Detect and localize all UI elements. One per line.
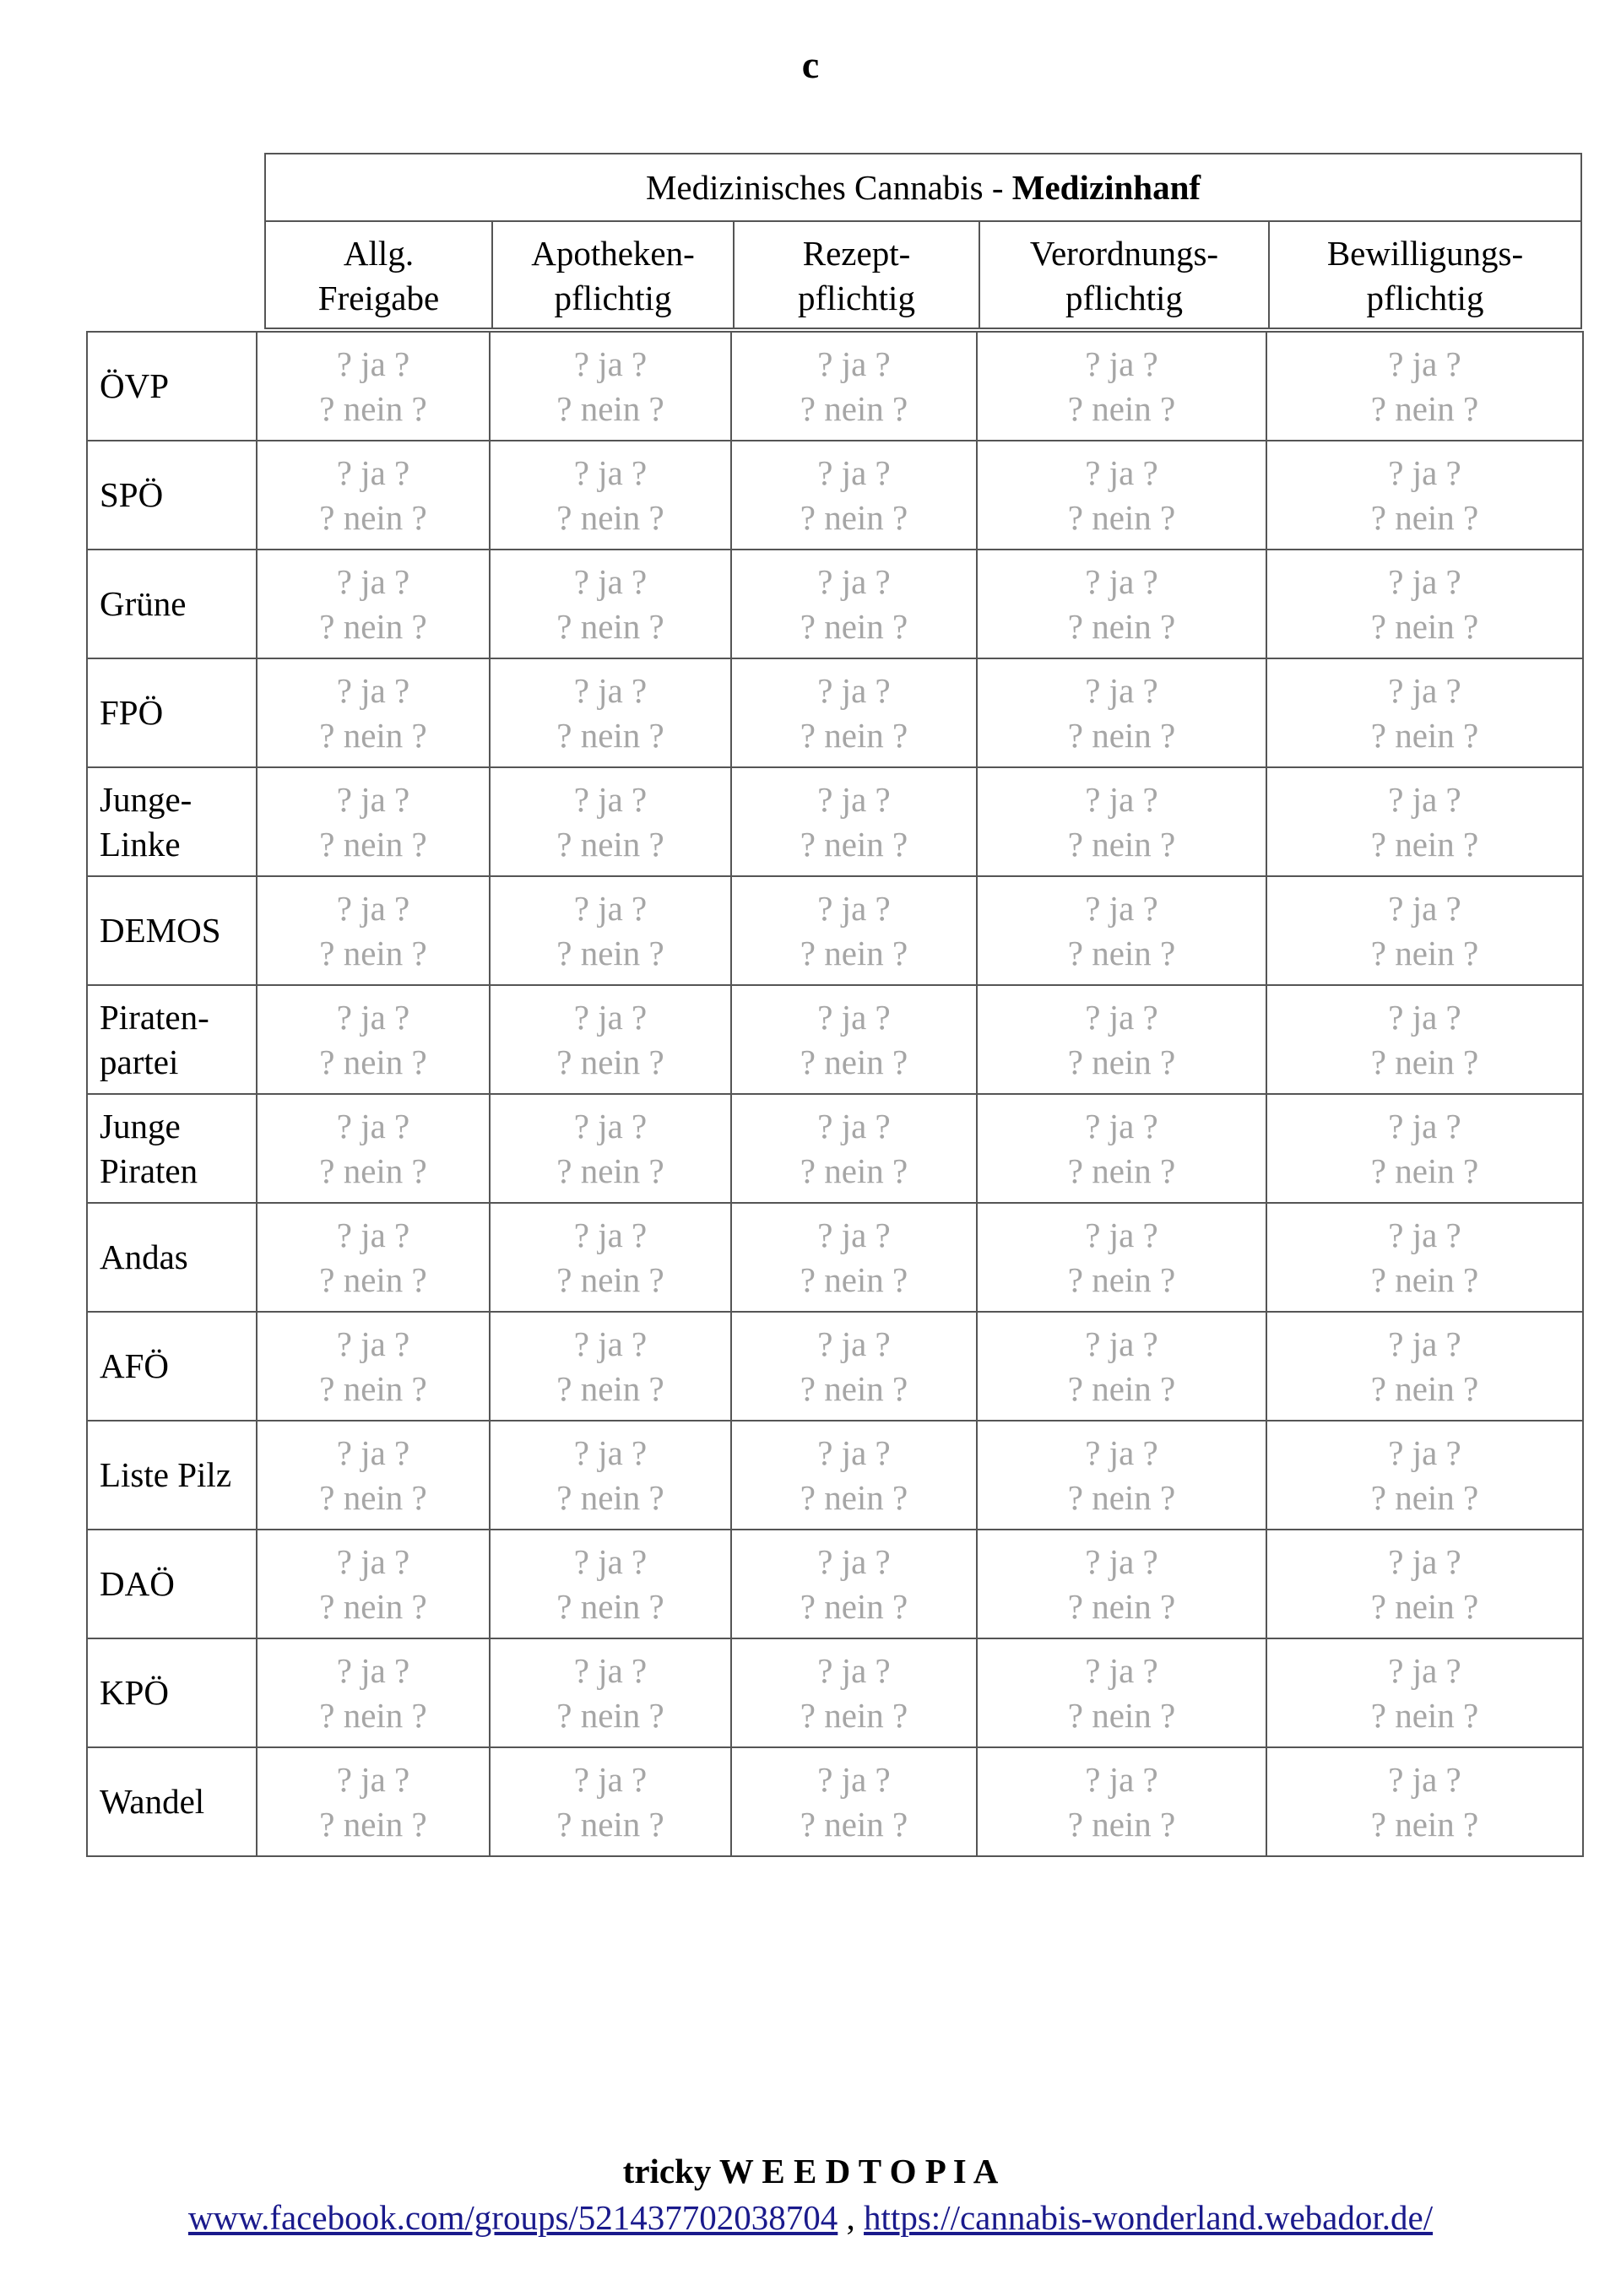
answer-cell	[731, 658, 977, 767]
answer-no-text: ? nein ?	[1067, 1586, 1176, 1626]
answer-yes-text: ? ja ?	[1085, 1215, 1158, 1254]
answer-no-text: ? nein ?	[1370, 1586, 1479, 1626]
footer	[0, 2148, 1621, 2241]
answer-yes-text: ? ja ?	[1388, 1324, 1461, 1363]
answer-no-text: ? nein ?	[1067, 715, 1176, 755]
table-title-bold: Medizinhanf	[1011, 168, 1201, 207]
answer-no-text: ? nein ?	[800, 715, 908, 755]
answer-no-text: ? nein ?	[319, 497, 427, 537]
answer-yes-text: ? ja ?	[1085, 1541, 1158, 1581]
answer-cell	[257, 1312, 490, 1421]
table-title-prefix: Medizinisches Cannabis -	[645, 168, 1012, 207]
party-table	[86, 331, 1584, 1857]
answer-cell	[731, 550, 977, 658]
answer-yes-text: ? ja ?	[1085, 452, 1158, 492]
answer-no-text: ? nein ?	[800, 824, 908, 864]
answer-no-text: ? nein ?	[1067, 1695, 1176, 1735]
answer-cell	[731, 332, 977, 441]
party-name-line1: FPÖ	[100, 693, 164, 732]
party-name-cell	[87, 1530, 257, 1638]
answer-no-text: ? nein ?	[1370, 1151, 1479, 1190]
answer-no-text: ? nein ?	[556, 1586, 664, 1626]
answer-cell	[490, 441, 731, 550]
table-row	[87, 658, 1583, 767]
answer-cell	[257, 1421, 490, 1530]
table-row	[87, 441, 1583, 550]
answer-no-text: ? nein ?	[1370, 933, 1479, 972]
answer-yes-text: ? ja ?	[336, 1106, 410, 1145]
party-name-line1: Grüne	[100, 584, 187, 623]
answer-no-text: ? nein ?	[800, 1477, 908, 1517]
table-row	[87, 767, 1583, 876]
answer-no-text: ? nein ?	[800, 388, 908, 428]
answer-no-text: ? nein ?	[319, 1368, 427, 1408]
answer-no-text: ? nein ?	[800, 1695, 908, 1735]
answer-no-text: ? nein ?	[800, 1804, 908, 1844]
answer-cell	[1266, 1094, 1583, 1203]
answer-no-text: ? nein ?	[319, 1259, 427, 1299]
party-name-cell	[87, 1312, 257, 1421]
party-name-line1: Junge	[100, 1106, 181, 1145]
column-header-line1: Verordnungs-	[1029, 233, 1219, 273]
answer-cell	[1266, 1312, 1583, 1421]
answer-yes-text: ? ja ?	[573, 1541, 648, 1581]
party-name-line1: SPÖ	[100, 475, 164, 514]
answer-cell	[257, 876, 490, 985]
answer-cell	[257, 1094, 490, 1203]
answer-cell	[731, 1094, 977, 1203]
answer-yes-text: ? ja ?	[336, 344, 410, 383]
answer-cell	[731, 767, 977, 876]
party-name-cell	[87, 1094, 257, 1203]
answer-cell	[1266, 550, 1583, 658]
answer-yes-text: ? ja ?	[1085, 344, 1158, 383]
answer-cell	[1266, 1421, 1583, 1530]
party-name-line2: Linke	[100, 824, 181, 864]
answer-yes-text: ? ja ?	[336, 1432, 410, 1472]
table-title	[266, 154, 1580, 222]
answer-no-text: ? nein ?	[800, 606, 908, 646]
table-row	[87, 550, 1583, 658]
answer-yes-text: ? ja ?	[573, 997, 648, 1037]
answer-cell	[257, 985, 490, 1094]
answer-no-text: ? nein ?	[556, 1368, 664, 1408]
answer-cell	[731, 1312, 977, 1421]
table-row	[87, 1530, 1583, 1638]
answer-no-text: ? nein ?	[319, 1804, 427, 1844]
column-header-line1: Apotheken-	[531, 233, 695, 273]
party-name-line1: Piraten-	[100, 997, 209, 1037]
answer-no-text: ? nein ?	[1067, 1259, 1176, 1299]
answer-cell	[257, 1747, 490, 1856]
answer-cell	[977, 1747, 1266, 1856]
answer-cell	[731, 1421, 977, 1530]
answer-cell	[977, 1203, 1266, 1312]
table-row	[87, 1094, 1583, 1203]
answer-no-text: ? nein ?	[556, 388, 664, 428]
answer-no-text: ? nein ?	[800, 1042, 908, 1081]
answer-cell	[257, 332, 490, 441]
answer-cell	[731, 1530, 977, 1638]
answer-no-text: ? nein ?	[1370, 1477, 1479, 1517]
answer-yes-text: ? ja ?	[573, 1432, 648, 1472]
answer-cell	[257, 441, 490, 550]
answer-cell	[731, 985, 977, 1094]
answer-cell	[1266, 767, 1583, 876]
answer-cell	[731, 1638, 977, 1747]
answer-cell	[977, 985, 1266, 1094]
answer-cell	[490, 550, 731, 658]
page-letter: c	[801, 43, 820, 86]
website-link[interactable]: https://cannabis-wonderland.webador.de/	[864, 2198, 1434, 2237]
answer-no-text: ? nein ?	[1370, 1042, 1479, 1081]
answer-cell	[490, 1203, 731, 1312]
answer-cell	[490, 1747, 731, 1856]
answer-no-text: ? nein ?	[1067, 497, 1176, 537]
answer-no-text: ? nein ?	[1370, 824, 1479, 864]
party-name-cell	[87, 1638, 257, 1747]
answer-cell	[731, 876, 977, 985]
answer-cell	[490, 985, 731, 1094]
answer-cell	[731, 441, 977, 550]
answer-no-text: ? nein ?	[556, 1804, 664, 1844]
column-header-bewilligungspflichtig	[1270, 222, 1580, 329]
answer-cell	[1266, 441, 1583, 550]
answer-no-text: ? nein ?	[1067, 933, 1176, 972]
column-header-line2: Freigabe	[317, 278, 440, 317]
answer-no-text: ? nein ?	[319, 1477, 427, 1517]
answer-cell	[731, 1203, 977, 1312]
answer-no-text: ? nein ?	[1370, 497, 1479, 537]
answer-yes-text: ? ja ?	[1388, 670, 1461, 710]
answer-no-text: ? nein ?	[1370, 715, 1479, 755]
answer-yes-text: ? ja ?	[1085, 888, 1158, 928]
answer-no-text: ? nein ?	[319, 388, 427, 428]
answer-cell	[1266, 1530, 1583, 1638]
answer-yes-text: ? ja ?	[336, 670, 410, 710]
answer-cell	[490, 767, 731, 876]
answer-yes-text: ? ja ?	[817, 1650, 891, 1690]
answer-yes-text: ? ja ?	[817, 344, 891, 383]
answer-no-text: ? nein ?	[319, 1695, 427, 1735]
answer-cell	[1266, 332, 1583, 441]
answer-yes-text: ? ja ?	[336, 561, 410, 601]
column-header-line2: pflichtig	[798, 278, 915, 317]
answer-no-text: ? nein ?	[1067, 606, 1176, 646]
answer-yes-text: ? ja ?	[817, 1324, 891, 1363]
answer-yes-text: ? ja ?	[573, 1650, 648, 1690]
answer-cell	[257, 1530, 490, 1638]
answer-no-text: ? nein ?	[1067, 824, 1176, 864]
column-header-line1: Bewilligungs-	[1326, 233, 1524, 273]
answer-no-text: ? nein ?	[319, 606, 427, 646]
answer-cell	[977, 550, 1266, 658]
answer-yes-text: ? ja ?	[1388, 561, 1461, 601]
answer-no-text: ? nein ?	[319, 1042, 427, 1081]
answer-no-text: ? nein ?	[800, 1368, 908, 1408]
answer-no-text: ? nein ?	[319, 824, 427, 864]
column-header-verordnungspflichtig	[980, 222, 1270, 329]
answer-yes-text: ? ja ?	[1388, 1650, 1461, 1690]
answer-yes-text: ? ja ?	[1085, 1432, 1158, 1472]
column-header-line2: pflichtig	[1065, 278, 1183, 317]
answer-yes-text: ? ja ?	[1085, 1650, 1158, 1690]
party-name-line2: partei	[100, 1042, 179, 1081]
answer-no-text: ? nein ?	[556, 497, 664, 537]
answer-yes-text: ? ja ?	[336, 1650, 410, 1690]
answer-yes-text: ? ja ?	[573, 670, 648, 710]
answer-yes-text: ? ja ?	[1085, 670, 1158, 710]
answer-cell	[977, 332, 1266, 441]
answer-no-text: ? nein ?	[556, 824, 664, 864]
answer-no-text: ? nein ?	[556, 715, 664, 755]
answer-yes-text: ? ja ?	[573, 344, 648, 383]
table-header	[264, 153, 1582, 329]
column-header-line2: pflichtig	[1366, 278, 1484, 317]
party-name-line1: Liste Pilz	[100, 1455, 232, 1494]
party-name-cell	[87, 876, 257, 985]
answer-no-text: ? nein ?	[800, 1151, 908, 1190]
answer-yes-text: ? ja ?	[573, 888, 648, 928]
answer-no-text: ? nein ?	[556, 1151, 664, 1190]
answer-yes-text: ? ja ?	[817, 1541, 891, 1581]
answer-no-text: ? nein ?	[319, 933, 427, 972]
table-row	[87, 1312, 1583, 1421]
answer-yes-text: ? ja ?	[573, 1215, 648, 1254]
column-header-allg-freigabe	[266, 222, 493, 329]
table-row	[87, 876, 1583, 985]
answer-no-text: ? nein ?	[1067, 1368, 1176, 1408]
answer-yes-text: ? ja ?	[1388, 452, 1461, 492]
answer-cell	[1266, 876, 1583, 985]
answer-yes-text: ? ja ?	[817, 1106, 891, 1145]
answer-no-text: ? nein ?	[556, 1477, 664, 1517]
answer-no-text: ? nein ?	[800, 933, 908, 972]
answer-yes-text: ? ja ?	[817, 1759, 891, 1799]
party-name-line1: ÖVP	[100, 366, 170, 405]
answer-yes-text: ? ja ?	[817, 670, 891, 710]
answer-cell	[490, 1312, 731, 1421]
answer-yes-text: ? ja ?	[1388, 888, 1461, 928]
answer-cell	[257, 1638, 490, 1747]
answer-yes-text: ? ja ?	[336, 997, 410, 1037]
party-name-cell	[87, 1203, 257, 1312]
answer-yes-text: ? ja ?	[817, 452, 891, 492]
answer-cell	[977, 1094, 1266, 1203]
answer-cell	[490, 658, 731, 767]
column-header-apothekenpflichtig	[493, 222, 735, 329]
answer-no-text: ? nein ?	[319, 715, 427, 755]
answer-no-text: ? nein ?	[1370, 1368, 1479, 1408]
party-name-cell	[87, 985, 257, 1094]
answer-cell	[977, 876, 1266, 985]
answer-no-text: ? nein ?	[1067, 1477, 1176, 1517]
answer-cell	[731, 1747, 977, 1856]
answer-yes-text: ? ja ?	[1388, 779, 1461, 819]
answer-no-text: ? nein ?	[1370, 388, 1479, 428]
answer-cell	[1266, 1203, 1583, 1312]
answer-cell	[490, 1530, 731, 1638]
table-row	[87, 1747, 1583, 1856]
column-header-row	[266, 222, 1580, 329]
footer-links	[0, 2195, 1621, 2241]
column-header-line1: Rezept-	[802, 233, 911, 273]
answer-yes-text: ? ja ?	[573, 1759, 648, 1799]
party-name-line1: Wandel	[100, 1782, 205, 1821]
answer-yes-text: ? ja ?	[1085, 561, 1158, 601]
answer-yes-text: ? ja ?	[573, 1106, 648, 1145]
answer-yes-text: ? ja ?	[1085, 1106, 1158, 1145]
answer-no-text: ? nein ?	[556, 606, 664, 646]
answer-cell	[1266, 658, 1583, 767]
facebook-group-link[interactable]: www.facebook.com/groups/521437702038704	[187, 2198, 838, 2237]
answer-yes-text: ? ja ?	[336, 1324, 410, 1363]
party-name-line1: DEMOS	[100, 911, 221, 950]
column-header-rezeptpflichtig	[735, 222, 980, 329]
footer-separator: ,	[838, 2198, 865, 2237]
answer-yes-text: ? ja ?	[1085, 1759, 1158, 1799]
table-row	[87, 332, 1583, 441]
answer-no-text: ? nein ?	[1067, 1804, 1176, 1844]
answer-yes-text: ? ja ?	[573, 452, 648, 492]
answer-yes-text: ? ja ?	[817, 561, 891, 601]
answer-no-text: ? nein ?	[556, 1042, 664, 1081]
party-name-line1: AFÖ	[100, 1346, 170, 1385]
answer-yes-text: ? ja ?	[817, 997, 891, 1037]
answer-cell	[1266, 1747, 1583, 1856]
answer-yes-text: ? ja ?	[336, 1759, 410, 1799]
answer-yes-text: ? ja ?	[336, 888, 410, 928]
answer-no-text: ? nein ?	[556, 1695, 664, 1735]
party-name-cell	[87, 441, 257, 550]
party-name-cell	[87, 767, 257, 876]
answer-yes-text: ? ja ?	[817, 1215, 891, 1254]
answer-no-text: ? nein ?	[1067, 1151, 1176, 1190]
column-header-line2: pflichtig	[554, 278, 672, 317]
answer-no-text: ? nein ?	[1370, 1804, 1479, 1844]
party-name-line2: Piraten	[100, 1151, 198, 1190]
answer-cell	[1266, 985, 1583, 1094]
column-header-line1: Allg.	[343, 233, 415, 273]
table-row	[87, 1421, 1583, 1530]
answer-no-text: ? nein ?	[1067, 388, 1176, 428]
party-name-cell	[87, 658, 257, 767]
footer-brand: tricky W E E D T O P I A	[622, 2152, 999, 2190]
answer-yes-text: ? ja ?	[1388, 1215, 1461, 1254]
party-table-body	[87, 332, 1583, 1856]
answer-cell	[1266, 1638, 1583, 1747]
party-name-line1: Andas	[100, 1237, 188, 1276]
answer-cell	[257, 658, 490, 767]
table-row	[87, 985, 1583, 1094]
answer-yes-text: ? ja ?	[1388, 1759, 1461, 1799]
answer-no-text: ? nein ?	[1067, 1042, 1176, 1081]
answer-no-text: ? nein ?	[800, 1586, 908, 1626]
answer-yes-text: ? ja ?	[336, 1215, 410, 1254]
answer-cell	[257, 1203, 490, 1312]
answer-yes-text: ? ja ?	[817, 779, 891, 819]
answer-cell	[977, 1312, 1266, 1421]
party-name-cell	[87, 332, 257, 441]
answer-cell	[490, 332, 731, 441]
answer-cell	[977, 441, 1266, 550]
answer-yes-text: ? ja ?	[336, 779, 410, 819]
answer-cell	[977, 1638, 1266, 1747]
answer-cell	[977, 658, 1266, 767]
answer-cell	[977, 1530, 1266, 1638]
table-row	[87, 1638, 1583, 1747]
answer-cell	[490, 1638, 731, 1747]
answer-yes-text: ? ja ?	[1085, 997, 1158, 1037]
party-name-cell	[87, 1747, 257, 1856]
answer-yes-text: ? ja ?	[1388, 1541, 1461, 1581]
answer-yes-text: ? ja ?	[573, 1324, 648, 1363]
answer-cell	[490, 1094, 731, 1203]
answer-yes-text: ? ja ?	[336, 1541, 410, 1581]
party-name-cell	[87, 1421, 257, 1530]
answer-cell	[977, 767, 1266, 876]
party-name-line1: KPÖ	[100, 1673, 170, 1712]
party-name-line1: Junge-	[100, 779, 192, 819]
answer-yes-text: ? ja ?	[1388, 1432, 1461, 1472]
answer-no-text: ? nein ?	[1370, 1695, 1479, 1735]
answer-yes-text: ? ja ?	[817, 888, 891, 928]
answer-yes-text: ? ja ?	[336, 452, 410, 492]
answer-yes-text: ? ja ?	[817, 1432, 891, 1472]
answer-yes-text: ? ja ?	[1388, 1106, 1461, 1145]
answer-no-text: ? nein ?	[319, 1151, 427, 1190]
answer-no-text: ? nein ?	[319, 1586, 427, 1626]
party-name-line1: DAÖ	[100, 1564, 175, 1603]
answer-no-text: ? nein ?	[800, 497, 908, 537]
table-row	[87, 1203, 1583, 1312]
party-name-cell	[87, 550, 257, 658]
answer-yes-text: ? ja ?	[573, 779, 648, 819]
answer-no-text: ? nein ?	[800, 1259, 908, 1299]
answer-no-text: ? nein ?	[556, 933, 664, 972]
answer-cell	[257, 767, 490, 876]
answer-cell	[977, 1421, 1266, 1530]
answer-yes-text: ? ja ?	[573, 561, 648, 601]
answer-no-text: ? nein ?	[1370, 606, 1479, 646]
answer-yes-text: ? ja ?	[1388, 997, 1461, 1037]
answer-yes-text: ? ja ?	[1085, 779, 1158, 819]
answer-cell	[490, 876, 731, 985]
answer-yes-text: ? ja ?	[1085, 1324, 1158, 1363]
answer-no-text: ? nein ?	[1370, 1259, 1479, 1299]
answer-cell	[490, 1421, 731, 1530]
answer-cell	[257, 550, 490, 658]
answer-no-text: ? nein ?	[556, 1259, 664, 1299]
answer-yes-text: ? ja ?	[1388, 344, 1461, 383]
